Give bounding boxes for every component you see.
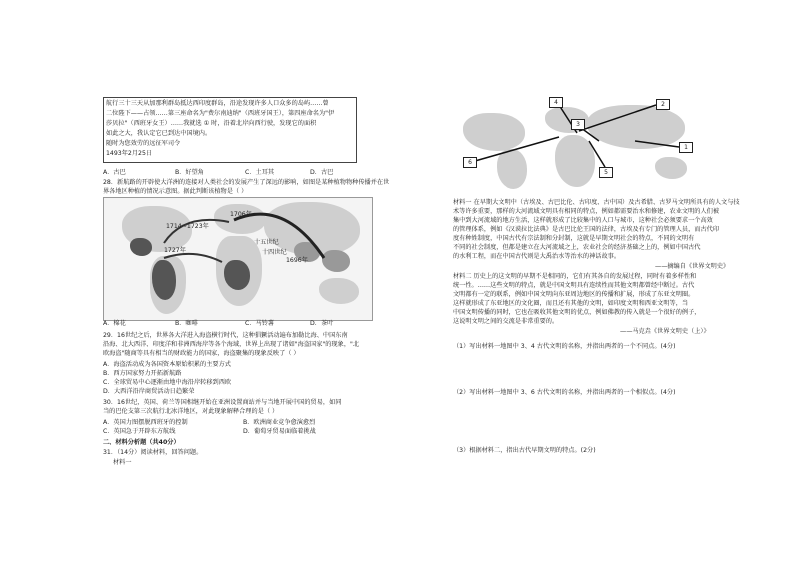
map-label-14c: 十四世纪 (262, 249, 287, 256)
material2-line: 这样就形成了东亚地区的文化圈，而且还有其他的文明，如印度文明和西亚文明等，当 (453, 300, 689, 307)
q27-option-b: B．好望角 (175, 169, 204, 176)
world-map-civilizations (459, 95, 697, 195)
material-label: 材料一 (113, 459, 132, 466)
sub-question-2: （2）写出材料一地图中 3、6 古代文明的名称，并指出两者的一个相似点。(4分) (453, 389, 676, 396)
marker-1: 1 (679, 142, 693, 153)
material1-line: 材料一 在早期大文明中（古埃及、古巴比伦、古印度、古中国）及古希腊、古罗马文明所具有的人文与技 (453, 199, 740, 206)
map-label-1727: 1727年 (164, 247, 186, 254)
q29-option-c: C．全球贸易中心逐渐由地中海沿岸转移到西欧 (103, 379, 232, 386)
marker-4: 4 (549, 97, 563, 108)
material2-line: 文明都有一定的联系，例如中国文明向东亚周边地区的传播和扩展，形成了东亚文明圈。 (453, 291, 695, 298)
marker-5: 5 (599, 167, 613, 178)
excerpt-line: 如此之大，我认定它已到达中国境内。 (106, 130, 212, 137)
excerpt-line: 莎贝拉"（西班牙女王）……我就选 ① 时，沿着北岸向西行驶，发现它的面积 (106, 120, 317, 127)
material2-line: 统一性。……这些文明的特点，就是中国文明具有连续性而其他文明都曾经中断过。古代 (453, 282, 695, 289)
material1-line: 术等许多重要，那样的大河流域文明具有相同的特点，例如都需要治水和修建，农业文明的人们被 (453, 208, 720, 215)
excerpt-line: 随时为您效劳的远征军司令 (106, 140, 181, 147)
q27-option-c: C．土耳其 (245, 169, 275, 176)
material1-line: 度有种姓制度，中国古代有宗法制和分封制，这就是早期文明社会的特点，不同的文明有 (453, 235, 695, 242)
sub-question-1: （1）写出材料一地图中 3、4 古代文明的名称，并指出两者的一个不同点。(4分) (453, 343, 676, 350)
q28-option-c: C．马铃薯 (245, 320, 275, 327)
q30-option-c: C．英国急于开辟东方航线 (103, 428, 176, 435)
section-heading: 二、材料分析题（共40分） (103, 439, 180, 446)
material2-line: 中国文明传播的同时，它也在吸收其他文明的优点，例如佛教的传入就是一个很好的例子， (453, 309, 701, 316)
material2-line: 材料二 历史上的这文明的早期不是相同的，它们有其各自的发展过程，同时有着多样性和 (453, 273, 697, 280)
excerpt-date: 1493年2月25日 (106, 150, 153, 157)
q27-option-a: A．古巴 (103, 169, 126, 176)
q28-option-b: B．咖啡 (175, 320, 198, 327)
q30-option-a: A．英国力图摆脱西班牙的控制 (103, 419, 188, 426)
map-label-1706: 1706年 (230, 211, 252, 218)
q27-option-d: D．古巴 (310, 169, 334, 176)
marker-2: 2 (656, 99, 670, 110)
map-label-15c: 十五世纪 (254, 239, 279, 246)
q29-option-a: A．海盗活动成为各国资本原始积累的主要方式 (103, 361, 231, 368)
q30-option-b: B．欧洲商业竞争愈演愈烈 (243, 419, 316, 426)
material1-source: ——摘编自《世界文明史》 (655, 263, 730, 270)
q30-text: 当的巴伦支第三次航行北冰洋地区，对此现象解释合理的是（ ） (103, 408, 279, 415)
material1-line: 的水利工程，而在中国古代则是大禹治水等治水的神话故事。 (453, 253, 621, 260)
marker-6: 6 (463, 157, 477, 168)
sub-question-3: （3）根据材料二，指出古代早期文明的特点。(2分) (453, 447, 596, 454)
q29-text: 欧海盗"随商等具有相当的财政能力的国家，海盗聚集的现象反映了（ ） (103, 350, 300, 357)
q30-text: 30．16世纪，英国、荷兰等国相继开始在亚洲设置商站并与当地开展中国的贸易，如同 (103, 399, 342, 406)
material1-line: 的管理体系，例如《汉谟拉比法典》是古巴比伦王国的法律，古埃及有专门的管理人员，而古代印 (453, 226, 720, 233)
q31-text: 31．（14分）阅读材料，回答问题。 (103, 449, 203, 456)
material2-source: ——马克垚《世界文明史（上）》 (620, 328, 710, 335)
excerpt-line: 航行三十三天从加那利群岛抵达西印度群岛，沿途发现许多人口众多的岛屿……曾 (106, 100, 329, 107)
excerpt-line: 二位陛下——占领……第三座命名为"费尔南迪纳"（西班牙国王），第四座命名为"伊 (106, 110, 335, 117)
q28-text: 界各地区种植的情况示意图。据此判断该植物是（ ） (103, 188, 248, 195)
q28-option-d: D．茶叶 (310, 320, 334, 327)
map-label-1696: 1696年 (286, 257, 308, 264)
marker-3: 3 (571, 119, 585, 130)
q28-option-a: A．棉花 (103, 320, 126, 327)
material1-line: 不同的社会制度，但都是建立在大河流域之上，农业社会的经济基础之上的，例如中国古代 (453, 244, 701, 251)
q29-option-b: B．西方国家努力开拓新航路 (103, 370, 182, 377)
material2-line: 这说明文明之间的交流是非常重要的。 (453, 318, 559, 325)
world-map-spread (103, 197, 373, 321)
q28-text: 28．新航路的开辟使大洋洲的连接对人类社会的发展产生了深远的影响，如图是某种植物物种传播并在世 (103, 179, 390, 186)
q30-option-d: D．葡萄牙贸易面临着挑战 (243, 428, 316, 435)
marker-lines (459, 95, 697, 195)
material1-line: 集中到大河流域的地方生活，这样就形成了比较集中的人口与城市，这种社会必须要求一个高效 (453, 217, 713, 224)
q29-text: 29．16世纪之后，世界各大洋进入海盗横行时代，这种猖獗活动遍布加勒比海、中国东南 (103, 332, 348, 339)
q29-text: 沿海、北大西洋、印度洋和非洲西海岸等各个海域，世界上出现了诸如"海盗国家"的现象，"北 (103, 341, 360, 348)
q29-option-d: D．大西洋沿岸商贸活动日趋繁荣 (103, 388, 195, 395)
map-label-1714: 1714~1723年 (166, 223, 209, 230)
